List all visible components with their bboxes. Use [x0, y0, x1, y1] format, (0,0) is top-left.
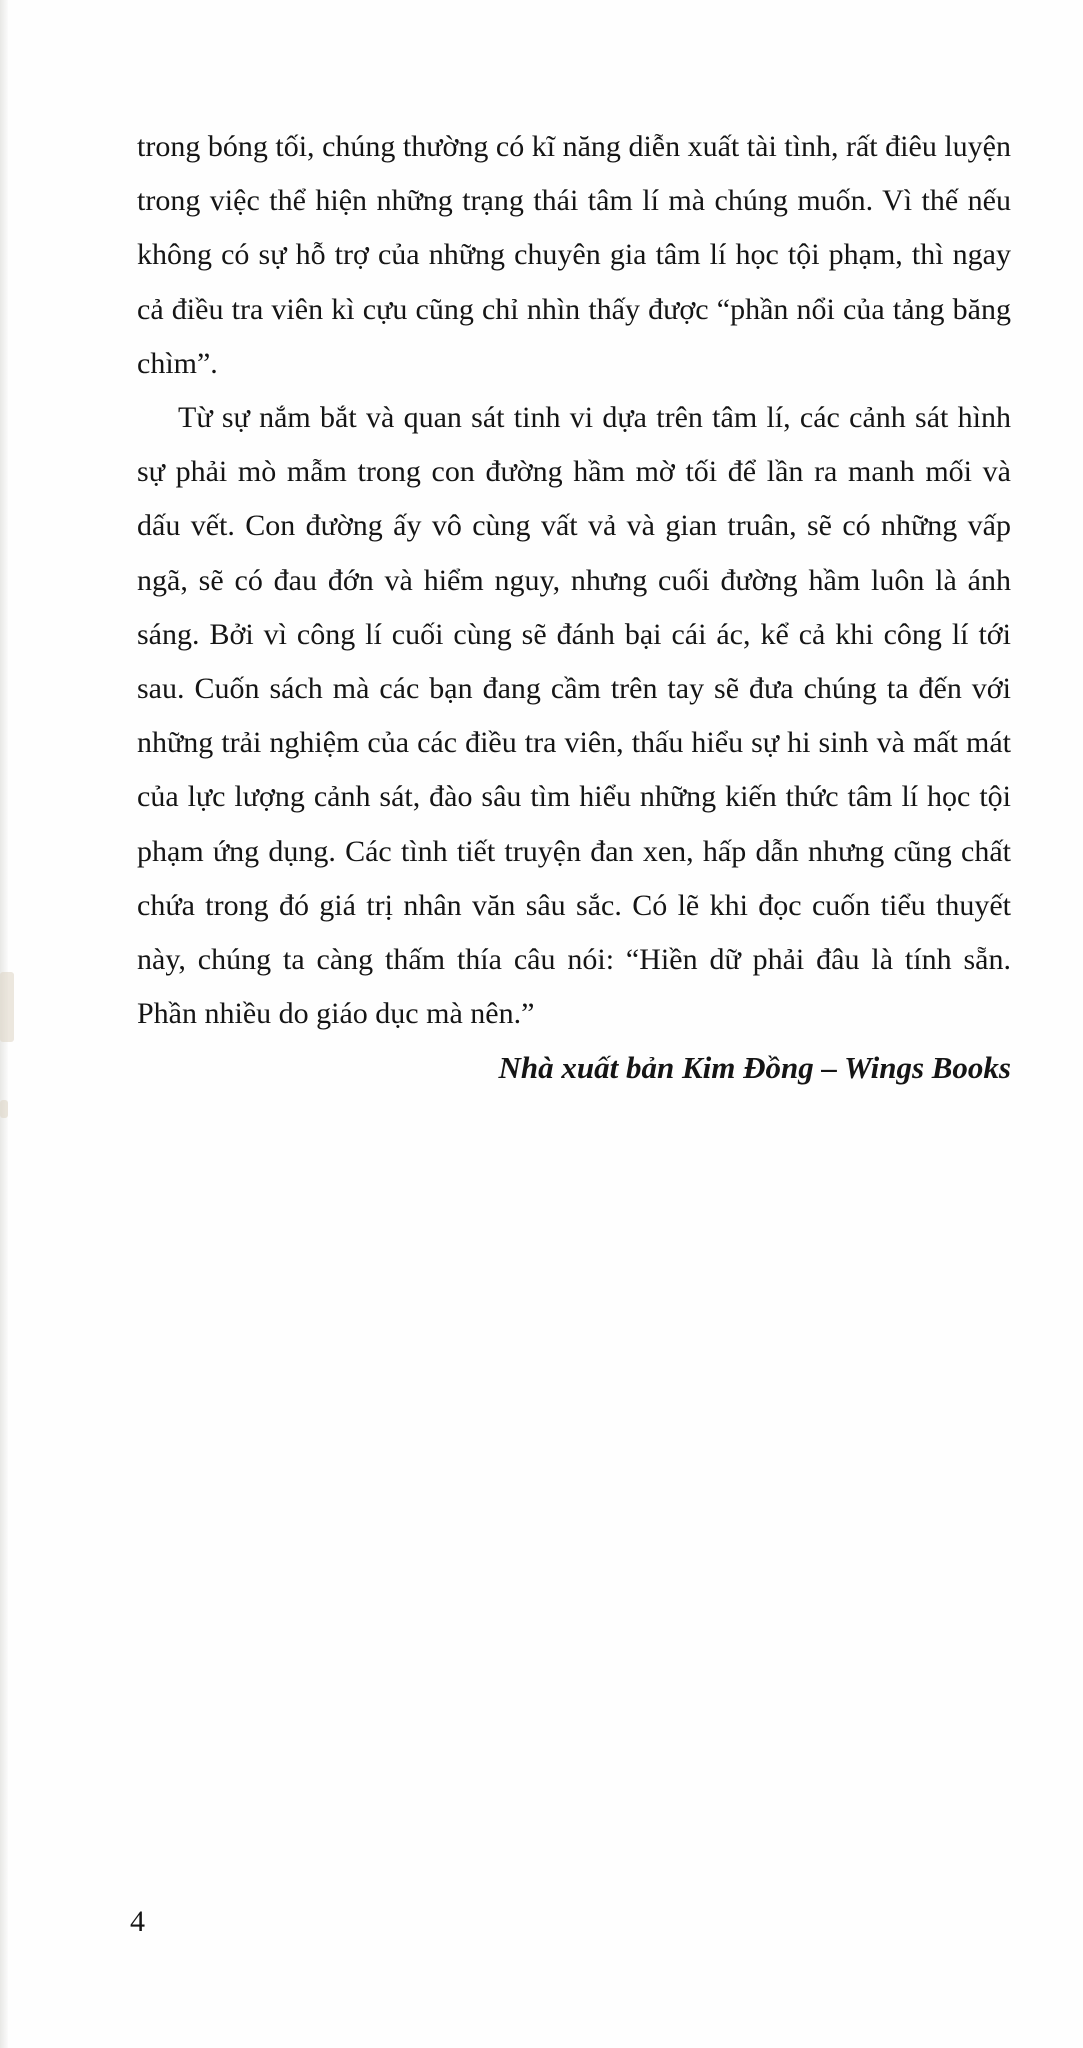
publisher-signature: Nhà xuất bản Kim Đồng – Wings Books — [498, 1050, 1011, 1086]
body-text — [137, 120, 1011, 1096]
page-number: 4 — [130, 1905, 145, 1938]
page-edge-stain — [0, 972, 14, 1042]
page-edge-stain — [0, 1100, 8, 1118]
paragraph-continuation: trong bóng tối, chúng thường có kĩ năng diễn xuất tài tình, rất điêu luyện trong việc thể hiện những trạng thái tâm lí mà chúng muốn. Vì thế nếu không có sự hỗ trợ của những chuyên gia tâm lí học tội phạm, thì ngay cả điều tra viên kì cựu cũng chỉ nhìn thấy được “phần nổi của tảng băng chìm”. — [137, 130, 1011, 380]
paragraph-main: Từ sự nắm bắt và quan sát tinh vi dựa trên tâm lí, các cảnh sát hình sự phải mò mẫm trong con đường hầm mờ tối để lần ra manh mối và dấu vết. Con đường ấy vô cùng vất vả và gian truân, sẽ có những vấp ngã, sẽ có đau đớn và hiểm nguy, nhưng cuối đường hầm luôn là ánh sáng. Bởi vì công lí cuối cùng sẽ đánh bại cái ác, kể cả khi công lí tới sau. Cuốn sách mà các bạn đang cầm trên tay sẽ đưa chúng ta đến với những trải nghiệm của các điều tra viên, thấu hiểu sự hi sinh và mất mát của lực lượng cảnh sát, đào sâu tìm hiểu những kiến thức tâm lí học tội phạm ứng dụng. Các tình tiết truyện đan xen, hấp dẫn nhưng cũng chất chứa trong đó giá trị nhân văn sâu sắc. Có lẽ khi đọc cuốn tiểu thuyết này, chúng ta càng thấm thía câu nói: “Hiền dữ phải đâu là tính sẵn. Phần nhiều do giáo dục mà nên.” — [137, 401, 1011, 1031]
